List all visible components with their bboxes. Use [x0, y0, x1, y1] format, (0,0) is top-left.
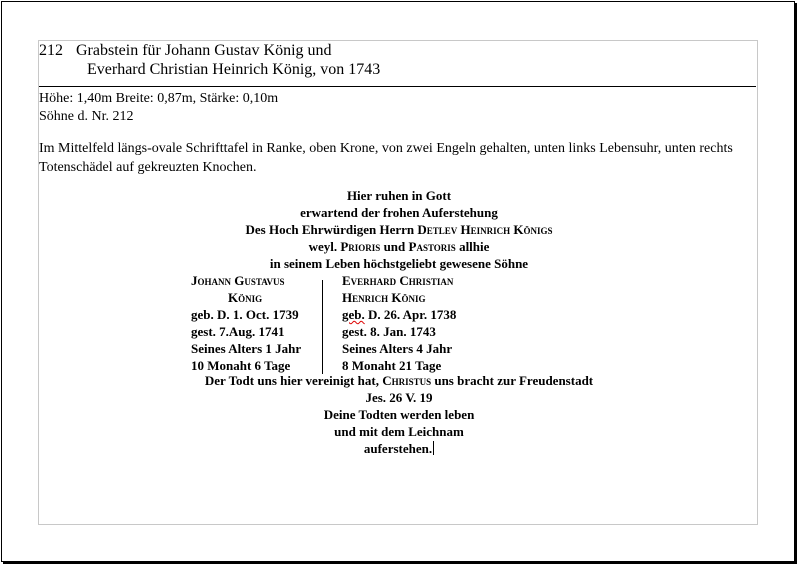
inscription-line: in seinem Leben höchstgeliebt gewesene Söhne	[269, 256, 529, 271]
description-paragraph: Im Mittelfeld längs-ovale Schrifttafel in Ranke, oben Krone, von zwei Engeln gehalten, unten links Lebensuhr, unten rechts Totenschädel auf gekreuzten Knochen.	[39, 141, 733, 175]
right-born-rest: D. 26. Apr. 1738	[364, 307, 457, 322]
inscription-top	[39, 187, 759, 272]
left-age1: Seines Alters 1 Jahr	[191, 341, 302, 356]
inscription-line: Jes. 26 V. 19	[365, 390, 433, 405]
left-name2: König	[228, 290, 263, 305]
entry-title-line1: Grabstein für Johann Gustav König und	[76, 42, 332, 59]
left-age2: 10 Monaht 6 Tage	[191, 358, 291, 373]
left-name1: Johann Gustavus	[191, 273, 285, 288]
inscription-text: allhie	[459, 239, 490, 254]
inscription-line	[39, 372, 759, 389]
left-died: gest. 7.Aug. 1741	[191, 324, 285, 339]
inscription-bottom	[39, 372, 759, 457]
inscription-line	[39, 221, 759, 238]
right-name1: Everhard Christian	[342, 273, 454, 288]
entry-header	[39, 41, 756, 79]
inscription-text: Der Todt uns hier vereinigt hat,	[204, 373, 379, 388]
dimensions-text: Höhe: 1,40m Breite: 0,87m, Stärke: 0,10m	[39, 91, 279, 106]
right-age1: Seines Alters 4 Jahr	[342, 341, 453, 356]
right-died: gest. 8. Jan. 1743	[342, 324, 436, 339]
spellcheck-word[interactable]: geb.	[342, 307, 365, 322]
right-born	[342, 306, 542, 323]
entry-number: 212	[39, 42, 63, 59]
entry-title-line2: Everhard Christian Heinrich König, von 1743	[87, 61, 381, 78]
inscription-text: und	[383, 239, 406, 254]
inscription-name: Christus	[382, 373, 432, 388]
reference-text: Söhne d. Nr. 212	[39, 109, 134, 124]
metadata-block	[39, 90, 278, 126]
text-cursor	[433, 441, 434, 455]
left-born: geb. D. 1. Oct. 1739	[191, 307, 299, 322]
header-rule	[39, 86, 756, 87]
right-name2: Henrich König	[342, 290, 426, 305]
inscription-line-last[interactable]	[39, 440, 759, 457]
inscription-line: Deine Todten werden leben	[323, 407, 475, 422]
inscription-text: Des Hoch Ehrwürdigen Herrn	[245, 222, 415, 237]
inscription-text: uns bracht zur Freudenstadt	[434, 373, 594, 388]
right-age2: 8 Monaht 21 Tage	[342, 358, 442, 373]
inscription-text: weyl.	[308, 239, 338, 254]
inscription-line: erwartend der frohen Auferstehung	[300, 205, 498, 220]
left-column	[191, 272, 323, 374]
inscription-line	[39, 238, 759, 255]
inscription-line: und mit dem Leichnam	[334, 424, 464, 439]
column-divider	[322, 280, 323, 374]
right-column	[342, 272, 542, 374]
inscription-text: auferstehen.	[363, 441, 433, 456]
inscription-name: Detlev Heinrich Königs	[417, 222, 553, 237]
inscription-line: Hier ruhen in Gott	[346, 188, 452, 203]
inscription-title: Pastoris	[408, 239, 456, 254]
inscription-title: Prioris	[340, 239, 381, 254]
